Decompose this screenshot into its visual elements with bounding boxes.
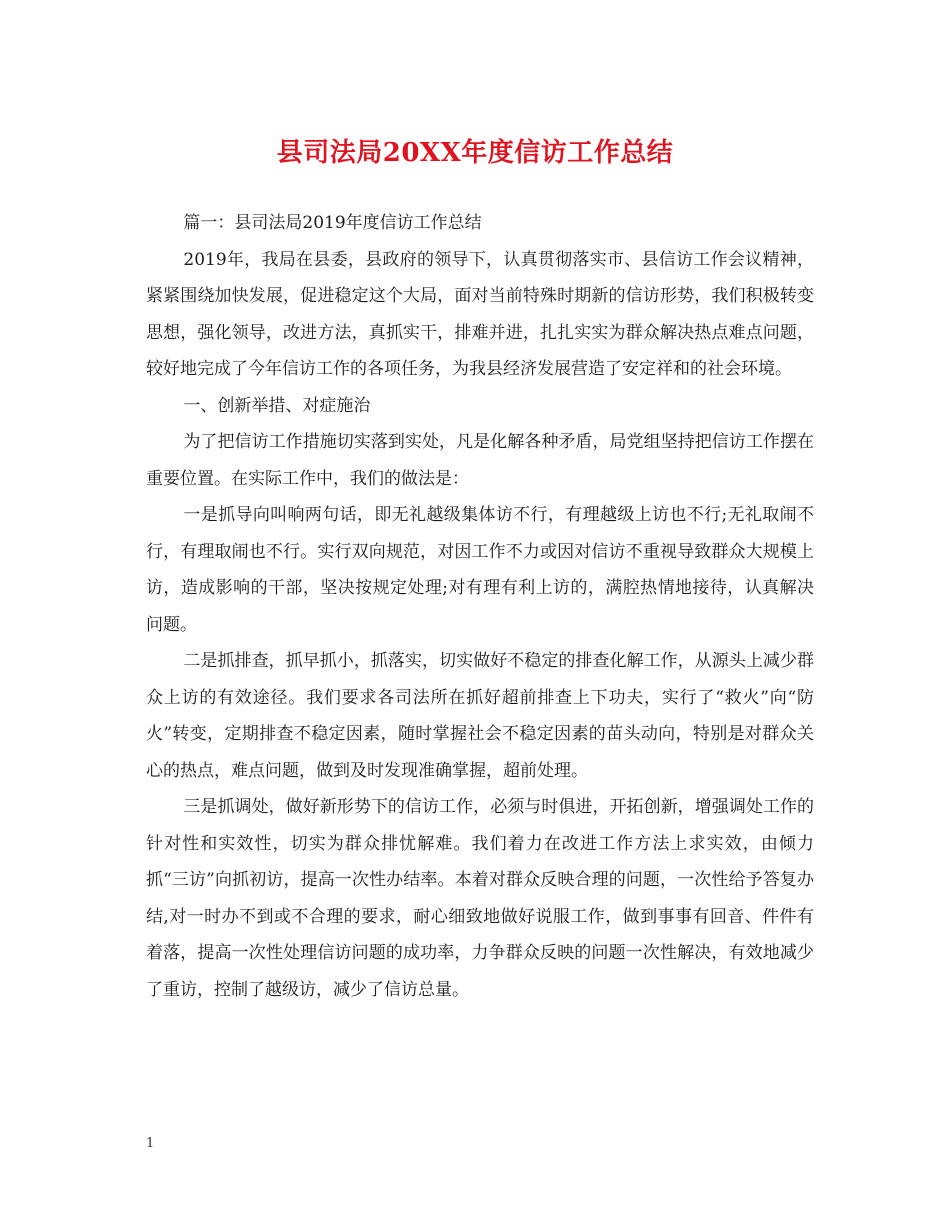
paragraph: 三是抓调处，做好新形势下的信访工作，必须与时俱进，开拓创新，增强调处工作的针对性和实效性，切实为群众排忧解难。我们着力在改进工作方法上求实效，由倾力抓“三访”向抓初访，提高一次性办结率。本着对群众反映合理的问题，一次性给予答复办结,对一时办不到或不合理的要求，耐心细致地做好说服工作，做到事事有回音、件件有着落，提高一次性处理信访问题的成功率，力争群众反映的问题一次性解决，有效地减少了重访，控制了越级访，减少了信访总量。 (146, 797, 814, 1000)
subsection-heading: 一、创新举措、对症施治 (183, 395, 371, 416)
paragraph: 一是抓导向叫响两句话，即无礼越级集体访不行，有理越级上访也不行;无礼取闹不行，有理取闹也不行。实行双向规范，对因工作不力或因对信访不重视导致群众大规模上访，造成影响的干部，坚决按规定处理;对有理有利上访的，满腔热情地接待，认真解决问题。 (146, 505, 814, 635)
page-number: 1 (146, 1136, 155, 1151)
document-body (146, 205, 814, 1008)
section-heading: 篇一：县司法局2019年度信访工作总结 (183, 213, 482, 233)
paragraph: 二是抓排查，抓早抓小，抓落实，切实做好不稳定的排查化解工作，从源头上减少群众上访的有效途径。我们要求各司法所在抓好超前排查上下功夫，实行了“救火”向“防火”转变，定期排查不稳定因素，随时掌握社会不稳定因素的苗头动向，特别是对群众关心的热点，难点问题，做到及时发现准确掌握，超前处理。 (146, 651, 814, 781)
paragraph: 2019年，我局在县委，县政府的领导下，认真贯彻落实市、县信访工作会议精神，紧紧围绕加快发展，促进稳定这个大局，面对当前特殊时期新的信访形势，我们积极转变思想，强化领导，改进方法，真抓实干，排难并进，扎扎实实为群众解决热点难点问题，较好地完成了今年信访工作的各项任务，为我县经济发展营造了安定祥和的社会环境。 (146, 249, 814, 379)
document-title: 县司法局20XX年度信访工作总结 (276, 138, 674, 168)
paragraph: 为了把信访工作措施切实落到实处，凡是化解各种矛盾，局党组坚持把信访工作摆在重要位置。在实际工作中，我们的做法是： (146, 432, 814, 489)
